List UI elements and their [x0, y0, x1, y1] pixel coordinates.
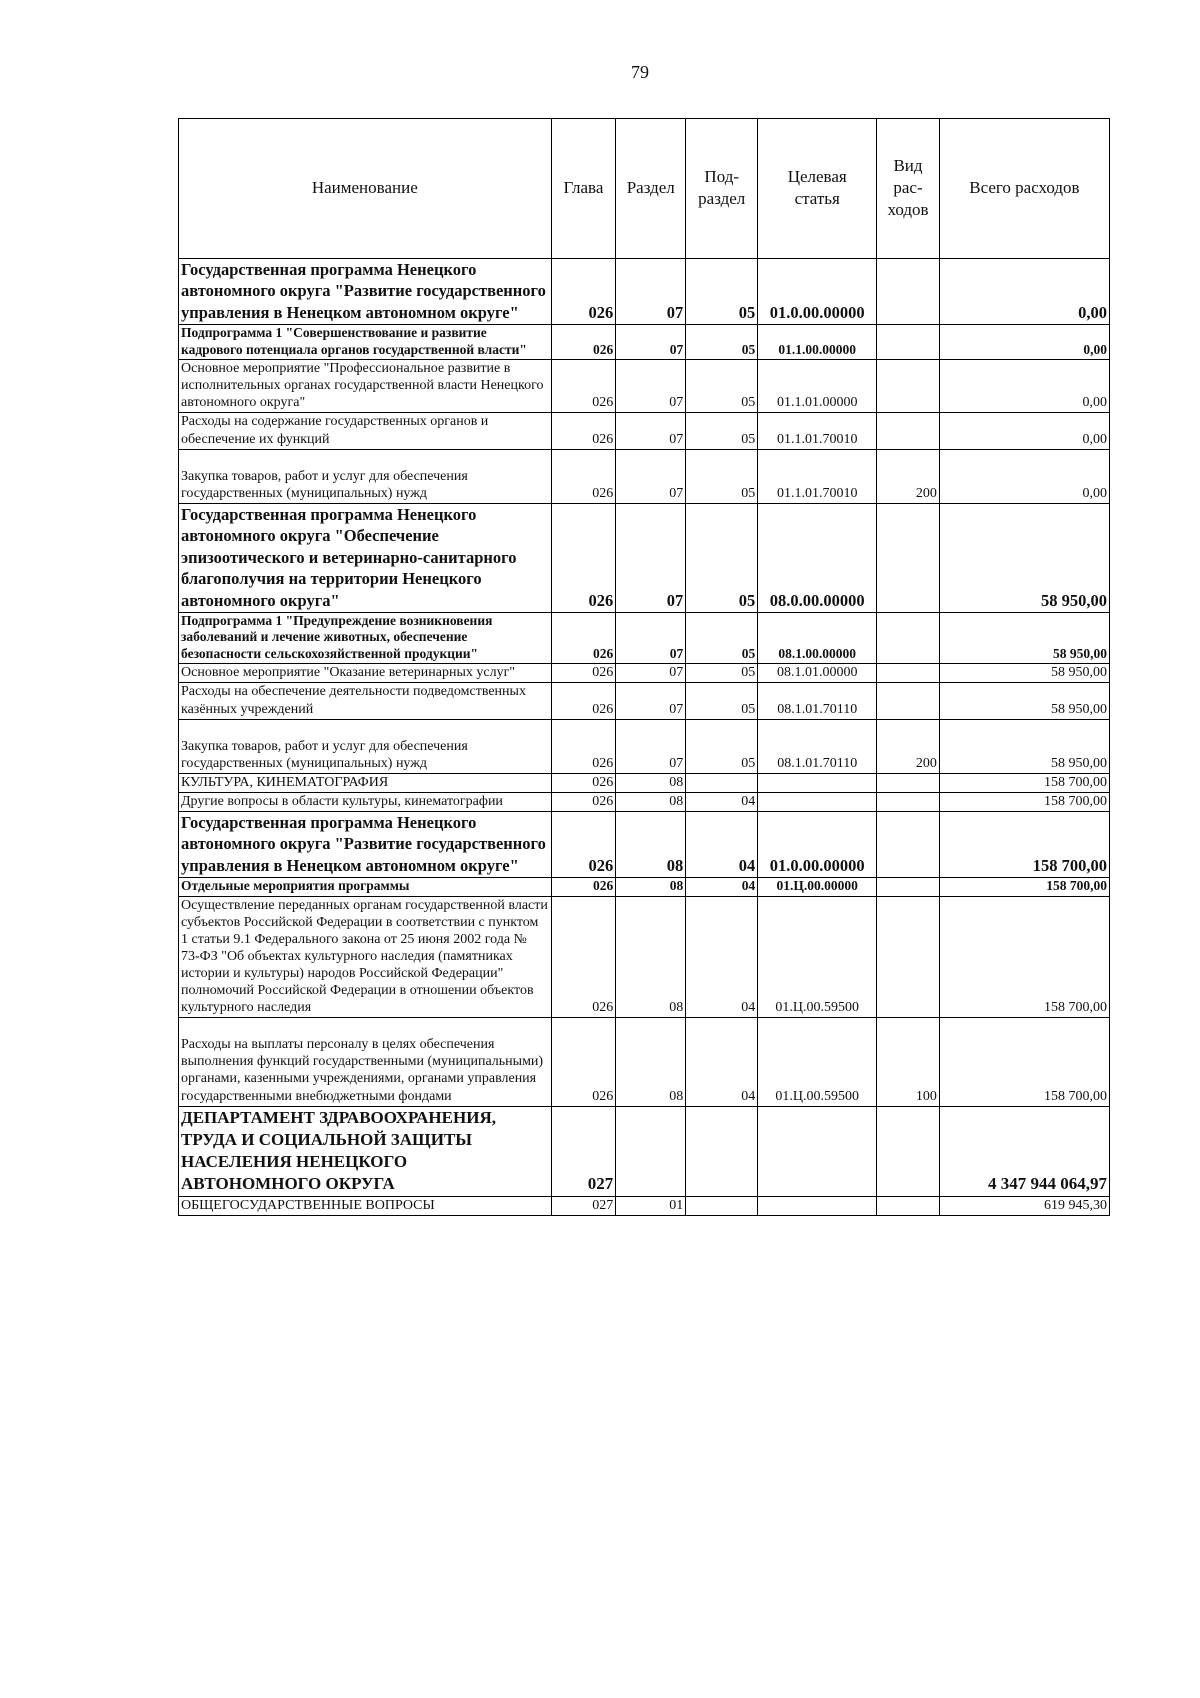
- table-row: [179, 413, 1110, 449]
- cell-name: Подпрограмма 1 "Совершенствование и развитие кадрового потенциала органов государственной власти": [179, 325, 552, 360]
- header-name: Наименование: [179, 119, 552, 259]
- cell-target: 08.1.01.70110: [758, 683, 877, 719]
- cell-subsection: 04: [686, 811, 758, 877]
- cell-type: 200: [877, 719, 940, 773]
- cell-type: [877, 878, 940, 896]
- cell-name: ДЕПАРТАМЕНТ ЗДРАВООХРАНЕНИЯ, ТРУДА И СОЦИАЛЬНОЙ ЗАЩИТЫ НАСЕЛЕНИЯ НЕНЕЦКОГО АВТОНОМНОГО ОКРУГА: [179, 1106, 552, 1196]
- cell-target: 01.0.00.00000: [758, 259, 877, 325]
- cell-chapter: 026: [551, 325, 616, 360]
- table-row: [179, 259, 1110, 325]
- cell-section: 07: [616, 325, 686, 360]
- cell-section: 07: [616, 259, 686, 325]
- cell-subsection: 05: [686, 503, 758, 612]
- cell-name: Другие вопросы в области культуры, кинематографии: [179, 792, 552, 811]
- cell-target: 01.Ц.00.59500: [758, 1018, 877, 1106]
- cell-name: ОБЩЕГОСУДАРСТВЕННЫЕ ВОПРОСЫ: [179, 1196, 552, 1215]
- cell-name: Расходы на обеспечение деятельности подведомственных казённых учреждений: [179, 683, 552, 719]
- cell-chapter: 026: [551, 792, 616, 811]
- budget-table: [178, 118, 1110, 1216]
- cell-section: 08: [616, 878, 686, 896]
- cell-target: 01.1.01.00000: [758, 360, 877, 413]
- cell-chapter: 026: [551, 683, 616, 719]
- cell-total: 4 347 944 064,97: [939, 1106, 1109, 1196]
- cell-subsection: 05: [686, 413, 758, 449]
- cell-name: Подпрограмма 1 "Предупреждение возникновения заболеваний и лечение животных, обеспечение безопасности сельскохозяйственной продукции": [179, 612, 552, 663]
- cell-section: 07: [616, 360, 686, 413]
- cell-section: 01: [616, 1196, 686, 1215]
- table-row: [179, 1018, 1110, 1106]
- cell-total: 0,00: [939, 325, 1109, 360]
- cell-total: 158 700,00: [939, 896, 1109, 1018]
- cell-target: 01.Ц.00.00000: [758, 878, 877, 896]
- cell-subsection: 05: [686, 325, 758, 360]
- cell-name: Осуществление переданных органам государственной власти субъектов Российской Федерации в соответствии с пунктом 1 статьи 9.1 Федерального закона от 25 июня 2002 года № 73-ФЗ "Об объектах культурного наследия (памятниках истории и культуры) народов Российской Федерации" полномочий Российской Федерации в отношении объектов культурного наследия: [179, 896, 552, 1018]
- cell-total: 158 700,00: [939, 811, 1109, 877]
- cell-subsection: 04: [686, 878, 758, 896]
- cell-type: [877, 1106, 940, 1196]
- table-row: [179, 360, 1110, 413]
- cell-name: Закупка товаров, работ и услуг для обеспечения государственных (муниципальных) нужд: [179, 719, 552, 773]
- cell-target: 08.1.00.00000: [758, 612, 877, 663]
- header-chapter: Глава: [551, 119, 616, 259]
- cell-target: [758, 792, 877, 811]
- cell-subsection: 04: [686, 1018, 758, 1106]
- header-total: Всего расходов: [939, 119, 1109, 259]
- cell-section: 08: [616, 896, 686, 1018]
- header-row: [179, 119, 1110, 259]
- cell-target: 08.1.01.70110: [758, 719, 877, 773]
- cell-subsection: 05: [686, 360, 758, 413]
- header-target: Целевая статья: [758, 119, 877, 259]
- table-row: [179, 1196, 1110, 1215]
- table-row: [179, 325, 1110, 360]
- cell-total: 619 945,30: [939, 1196, 1109, 1215]
- cell-subsection: [686, 773, 758, 792]
- cell-total: 158 700,00: [939, 773, 1109, 792]
- cell-type: [877, 664, 940, 683]
- cell-total: 0,00: [939, 449, 1109, 503]
- cell-target: [758, 1196, 877, 1215]
- table-row: [179, 896, 1110, 1018]
- cell-name: Закупка товаров, работ и услуг для обеспечения государственных (муниципальных) нужд: [179, 449, 552, 503]
- cell-type: [877, 896, 940, 1018]
- table-row: [179, 1106, 1110, 1196]
- cell-type: 100: [877, 1018, 940, 1106]
- cell-name: Отдельные мероприятия программы: [179, 878, 552, 896]
- cell-target: 01.1.01.70010: [758, 413, 877, 449]
- cell-target: [758, 1106, 877, 1196]
- cell-target: 01.Ц.00.59500: [758, 896, 877, 1018]
- cell-target: 01.0.00.00000: [758, 811, 877, 877]
- cell-section: 08: [616, 811, 686, 877]
- cell-total: 158 700,00: [939, 1018, 1109, 1106]
- cell-subsection: 05: [686, 719, 758, 773]
- cell-subsection: 05: [686, 259, 758, 325]
- cell-chapter: 026: [551, 1018, 616, 1106]
- cell-type: [877, 792, 940, 811]
- cell-type: [877, 811, 940, 877]
- cell-type: [877, 325, 940, 360]
- table-row: [179, 792, 1110, 811]
- cell-type: [877, 413, 940, 449]
- cell-target: 08.0.00.00000: [758, 503, 877, 612]
- cell-subsection: 04: [686, 792, 758, 811]
- cell-section: 07: [616, 449, 686, 503]
- cell-subsection: [686, 1196, 758, 1215]
- header-section: Раздел: [616, 119, 686, 259]
- cell-subsection: [686, 1106, 758, 1196]
- cell-type: [877, 773, 940, 792]
- cell-section: 07: [616, 664, 686, 683]
- cell-type: [877, 259, 940, 325]
- cell-section: 07: [616, 503, 686, 612]
- header-type: Вид рас- ходов: [877, 119, 940, 259]
- cell-name: Государственная программа Ненецкого автономного округа "Развитие государственного управления в Ненецком автономном округе": [179, 259, 552, 325]
- cell-chapter: 026: [551, 664, 616, 683]
- cell-chapter: 026: [551, 449, 616, 503]
- cell-target: 01.1.01.70010: [758, 449, 877, 503]
- cell-section: 07: [616, 719, 686, 773]
- cell-target: 08.1.01.00000: [758, 664, 877, 683]
- cell-subsection: 05: [686, 683, 758, 719]
- cell-total: 0,00: [939, 360, 1109, 413]
- table-row: [179, 503, 1110, 612]
- cell-chapter: 026: [551, 896, 616, 1018]
- cell-total: 158 700,00: [939, 792, 1109, 811]
- cell-total: 58 950,00: [939, 719, 1109, 773]
- cell-section: 07: [616, 612, 686, 663]
- cell-target: 01.1.00.00000: [758, 325, 877, 360]
- table-row: [179, 773, 1110, 792]
- cell-name: Основное мероприятие "Профессиональное развитие в исполнительных органах государственной власти Ненецкого автономного округа": [179, 360, 552, 413]
- cell-total: 58 950,00: [939, 612, 1109, 663]
- cell-subsection: 05: [686, 612, 758, 663]
- cell-type: [877, 612, 940, 663]
- cell-type: [877, 1196, 940, 1215]
- cell-section: [616, 1106, 686, 1196]
- cell-chapter: 026: [551, 259, 616, 325]
- cell-section: 08: [616, 1018, 686, 1106]
- cell-subsection: 04: [686, 896, 758, 1018]
- cell-section: 07: [616, 683, 686, 719]
- cell-name: Государственная программа Ненецкого автономного округа "Обеспечение эпизоотического и ветеринарно-санитарного благополучия на территории Ненецкого автономного округа": [179, 503, 552, 612]
- cell-chapter: 026: [551, 360, 616, 413]
- header-subsection: Под- раздел: [686, 119, 758, 259]
- table-row: [179, 878, 1110, 896]
- cell-chapter: 026: [551, 773, 616, 792]
- cell-chapter: 026: [551, 878, 616, 896]
- cell-section: 08: [616, 773, 686, 792]
- table-row: [179, 683, 1110, 719]
- cell-chapter: 027: [551, 1196, 616, 1215]
- cell-chapter: 027: [551, 1106, 616, 1196]
- cell-target: [758, 773, 877, 792]
- cell-type: [877, 503, 940, 612]
- cell-type: [877, 683, 940, 719]
- cell-chapter: 026: [551, 503, 616, 612]
- cell-total: 58 950,00: [939, 664, 1109, 683]
- cell-chapter: 026: [551, 811, 616, 877]
- cell-section: 07: [616, 413, 686, 449]
- cell-total: 158 700,00: [939, 878, 1109, 896]
- cell-name: Расходы на содержание государственных органов и обеспечение их функций: [179, 413, 552, 449]
- cell-name: Расходы на выплаты персоналу в целях обеспечения выполнения функций государственными (муниципальными) органами, казенными учреждениями, органами управления государственными внебюджетными фондами: [179, 1018, 552, 1106]
- cell-chapter: 026: [551, 413, 616, 449]
- cell-total: 0,00: [939, 413, 1109, 449]
- table-row: [179, 449, 1110, 503]
- cell-chapter: 026: [551, 612, 616, 663]
- cell-type: [877, 360, 940, 413]
- cell-section: 08: [616, 792, 686, 811]
- cell-name: Основное мероприятие "Оказание ветеринарных услуг": [179, 664, 552, 683]
- cell-subsection: 05: [686, 664, 758, 683]
- table-row: [179, 719, 1110, 773]
- cell-type: 200: [877, 449, 940, 503]
- table-row: [179, 612, 1110, 663]
- cell-chapter: 026: [551, 719, 616, 773]
- page-number: 79: [631, 62, 649, 82]
- cell-name: КУЛЬТУРА, КИНЕМАТОГРАФИЯ: [179, 773, 552, 792]
- table-row: [179, 811, 1110, 877]
- cell-subsection: 05: [686, 449, 758, 503]
- cell-total: 0,00: [939, 259, 1109, 325]
- cell-total: 58 950,00: [939, 683, 1109, 719]
- cell-name: Государственная программа Ненецкого автономного округа "Развитие государственного управления в Ненецком автономном округе": [179, 811, 552, 877]
- table-row: [179, 664, 1110, 683]
- cell-total: 58 950,00: [939, 503, 1109, 612]
